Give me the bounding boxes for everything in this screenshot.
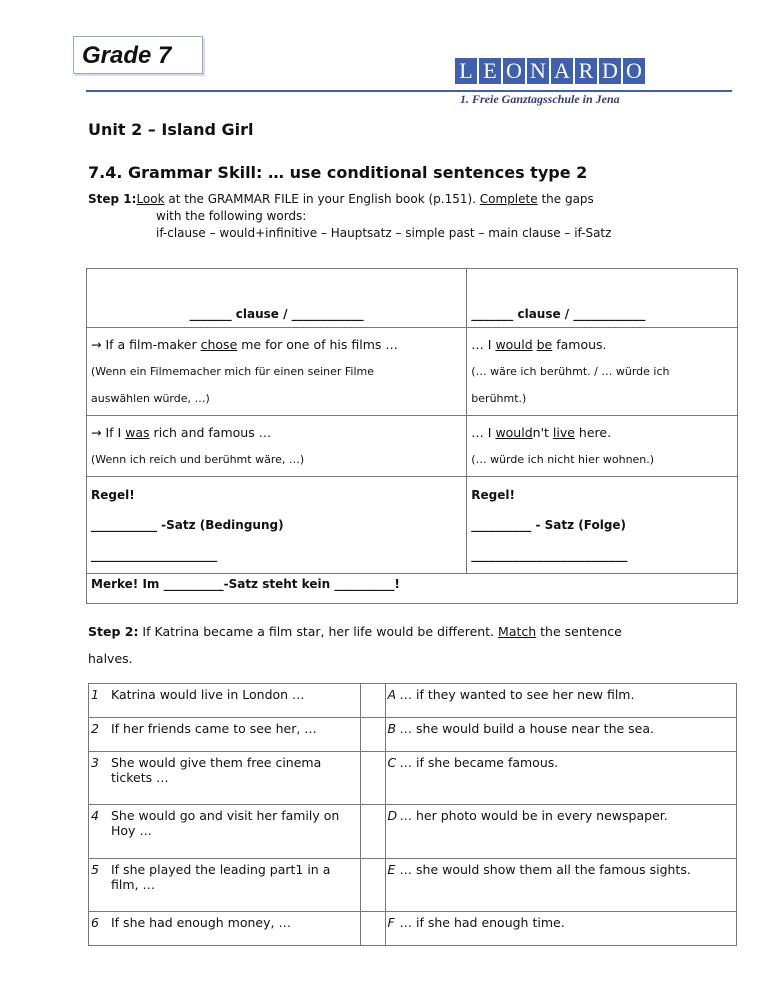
sentence-end: B … she would build a house near the sea. bbox=[385, 718, 736, 752]
logo-letter: E bbox=[479, 58, 501, 84]
merke-note[interactable]: Merke! Im __________-Satz steht kein __________! bbox=[87, 574, 738, 604]
sentence-end: D … her photo would be in every newspaper. bbox=[385, 805, 736, 859]
sentence-start: 1 Katrina would live in London … bbox=[89, 684, 361, 718]
sentence-start: 2 If her friends came to see her, … bbox=[89, 718, 361, 752]
logo-letter: O bbox=[503, 58, 525, 84]
sentence-end: A … if they wanted to see her new film. bbox=[385, 684, 736, 718]
header-right-gap[interactable]: _______ clause / ____________ bbox=[467, 269, 738, 328]
grade-label: Grade 7 bbox=[73, 36, 203, 74]
answer-box[interactable] bbox=[360, 805, 385, 859]
sentence-start: 4 She would go and visit her family on Hoy … bbox=[89, 805, 361, 859]
example1-if-clause: → If a film-maker chose me for one of his films … (Wenn ein Filmemacher mich für einen seiner Filme auswählen würde, …) bbox=[87, 328, 467, 416]
step1-text: at the GRAMMAR FILE in your English book (p.151). bbox=[164, 192, 480, 206]
logo-tagline: 1. Freie Ganztagsschule in Jena bbox=[460, 92, 620, 106]
grammar-table bbox=[86, 268, 738, 604]
step1-text: the gaps bbox=[537, 192, 594, 206]
sentence-end: F … if she had enough time. bbox=[385, 912, 736, 946]
step2-instructions: Step 2: If Katrina became a film star, her life would be different. Match the sentence halves. bbox=[88, 618, 738, 672]
header-divider bbox=[86, 90, 732, 92]
sentence-start: 5 If she played the leading part1 in a film, … bbox=[89, 859, 361, 912]
match-row bbox=[89, 859, 737, 912]
leonardo-logo bbox=[455, 58, 645, 84]
match-row bbox=[89, 718, 737, 752]
logo-letter: N bbox=[527, 58, 549, 84]
step1-complete: Complete bbox=[479, 192, 538, 206]
logo-letter: A bbox=[551, 58, 573, 84]
sentence-start: 3 She would give them free cinema tickets … bbox=[89, 752, 361, 805]
match-row bbox=[89, 752, 737, 805]
example1-main-clause: … I would be famous. (… wäre ich berühmt. / … würde ich berühmt.) bbox=[467, 328, 738, 416]
sentence-end: C … if she became famous. bbox=[385, 752, 736, 805]
matching-table bbox=[88, 683, 737, 946]
example2-if-clause: → If I was rich and famous … (Wenn ich reich und berühmt wäre, …) bbox=[87, 416, 467, 477]
example2-main-clause: … I wouldn't live here. (… würde ich nicht hier wohnen.) bbox=[467, 416, 738, 477]
answer-box[interactable] bbox=[360, 718, 385, 752]
match-row bbox=[89, 684, 737, 718]
sentence-end: E … she would show them all the famous sights. bbox=[385, 859, 736, 912]
header-left-gap[interactable]: _______ clause / ____________ bbox=[87, 269, 467, 328]
step2-label: Step 2: bbox=[88, 624, 139, 639]
match-row bbox=[89, 912, 737, 946]
logo-letter: O bbox=[623, 58, 645, 84]
answer-box[interactable] bbox=[360, 912, 385, 946]
match-row bbox=[89, 805, 737, 859]
step2-line2: halves. bbox=[88, 651, 133, 666]
sentence-start: 6 If she had enough money, … bbox=[89, 912, 361, 946]
step1-label: Step 1: bbox=[88, 192, 137, 206]
step1-line2: with the following words: bbox=[156, 209, 307, 223]
unit-title: Unit 2 – Island Girl bbox=[88, 120, 254, 139]
rule-left[interactable]: Regel! ___________ -Satz (Bedingung) _____________________ bbox=[87, 477, 467, 574]
logo-letter: R bbox=[575, 58, 597, 84]
logo-letter: D bbox=[599, 58, 621, 84]
step1-instructions bbox=[88, 191, 738, 242]
skill-title: 7.4. Grammar Skill: … use conditional sentences type 2 bbox=[88, 163, 588, 182]
answer-box[interactable] bbox=[360, 684, 385, 718]
answer-box[interactable] bbox=[360, 859, 385, 912]
answer-box[interactable] bbox=[360, 752, 385, 805]
rule-right[interactable]: Regel! __________ - Satz (Folge) __________________________ bbox=[467, 477, 738, 574]
word-bank: if-clause – would+infinitive – Hauptsatz – simple past – main clause – if-Satz bbox=[156, 226, 612, 240]
step1-look: Look bbox=[136, 192, 165, 206]
logo-letter: L bbox=[455, 58, 477, 84]
